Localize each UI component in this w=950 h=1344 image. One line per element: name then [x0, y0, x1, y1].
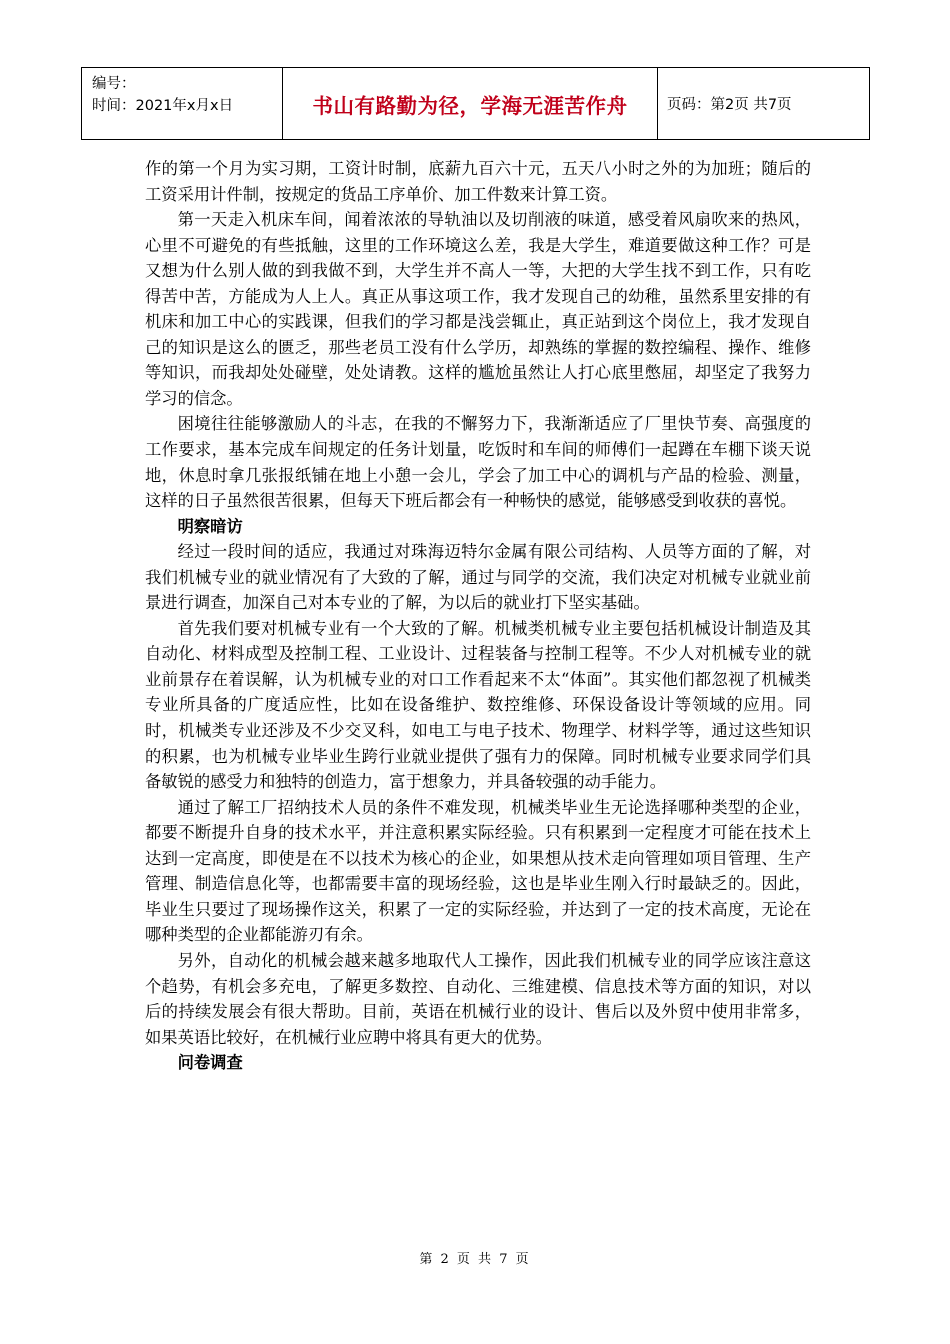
page-header	[81, 67, 870, 140]
page-footer: 第 2 页 共 7 页	[419, 1252, 531, 1267]
section-heading: 明察暗访	[177, 516, 243, 536]
header-meta	[82, 68, 283, 139]
paragraph: 困境往往能够激励人的斗志，在我的不懈努力下，我渐渐适应了厂里快节奏、高强度的工作要求，基本完成车间规定的任务计划量，吃饭时和车间的师傅们一起蹲在车棚下谈天说地，休息时拿几张报纸铺在地上小憩一会儿，学会了加工中心的调机与产品的检验、测量，这样的日子虽然很苦很累，但每天下班后都会有一种畅快的感觉，能够感受到收获的喜悦。	[145, 414, 811, 511]
paragraph: 第一天走入机床车间，闻着浓浓的导轨油以及切削液的味道，感受着风扇吹来的热风，心里不可避免的有些抵触，这里的工作环境这么差，我是大学生，难道要做这种工作？可是又想为什么别人做的到我做不到，大学生并不高人一等，大把的大学生找不到工作，只有吃得苦中苦，方能成为人上人。真正从事这项工作，我才发现自己的幼稚，虽然系里安排的有机床和加工中心的实践课，但我们的学习都是浅尝辄止，真正站到这个岗位上，我才发现自己的知识是这么的匮乏，那些老员工没有什么学历，却熟练的掌握的数控编程、操作、维修等知识，而我却处处碰壁，处处请教。这样的尴尬虽然让人打心底里憋屈，却坚定了我努力学习的信念。	[145, 210, 811, 408]
paragraph: 首先我们要对机械专业有一个大致的了解。机械类机械专业主要包括机械设计制造及其自动化、材料成型及控制工程、工业设计、过程装备与控制工程等。不少人对机械专业的就业前景存在着误解，认为机械专业的对口工作看起来不太“体面”。其实他们都忽视了机械类专业所具备的广度适应性，比如在设备维护、数控维修、环保设备设计等领域的应用。同时，机械类专业还涉及不少交叉科，如电工与电子技术、物理学、材料学等，通过这些知识的积累，也为机械专业毕业生跨行业就业提供了强有力的保障。同时机械专业要求同学们具备敏锐的感受力和独特的创造力，富于想象力，并具备较强的动手能力。	[145, 618, 811, 792]
paragraph-continued: 作的第一个月为实习期，工资计时制，底薪九百六十元，五天八小时之外的为加班；随后的工资采用计件制，按规定的货品工序单价、加工件数来计算工资。	[145, 159, 811, 204]
header-motto: 书山有路勤为径，学海无涯苦作舟	[283, 68, 658, 139]
document-number-label: 编号：	[92, 76, 136, 92]
document-body	[145, 156, 811, 1076]
paragraph: 经过一段时间的适应，我通过对珠海迈特尔金属有限公司结构、人员等方面的了解，对我们机械专业的就业情况有了大致的了解，通过与同学的交流，我们决定对机械专业就业前景进行调查，加深自己对本专业的了解，为以后的就业打下坚实基础。	[145, 542, 811, 613]
paragraph: 另外，自动化的机械会越来越多地取代人工操作，因此我们机械专业的同学应该注意这个趋势，有机会多充电，了解更多数控、自动化、三维建模、信息技术等方面的知识，对以后的持续发展会有很大帮助。目前，英语在机械行业的设计、售后以及外贸中使用非常多，如果英语比较好，在机械行业应聘中将具有更大的优势。	[145, 950, 811, 1047]
paragraph: 通过了解工厂招纳技术人员的条件不难发现，机械类毕业生无论选择哪种类型的企业，都要不断提升自身的技术水平，并注意积累实际经验。只有积累到一定程度才可能在技术上达到一定高度，即使是在不以技术为核心的企业，如果想从技术走向管理如项目管理、生产管理、制造信息化等，也都需要丰富的现场经验，这也是毕业生刚入行时最缺乏的。因此，毕业生只要过了现场操作这关，积累了一定的实际经验，并达到了一定的技术高度，无论在哪种类型的企业都能游刃有余。	[145, 797, 811, 945]
header-page-number: 页码：第2页 共7页	[667, 97, 792, 113]
document-date: 时间：2021年x月x日	[92, 98, 234, 114]
section-heading: 问卷调查	[177, 1053, 243, 1073]
